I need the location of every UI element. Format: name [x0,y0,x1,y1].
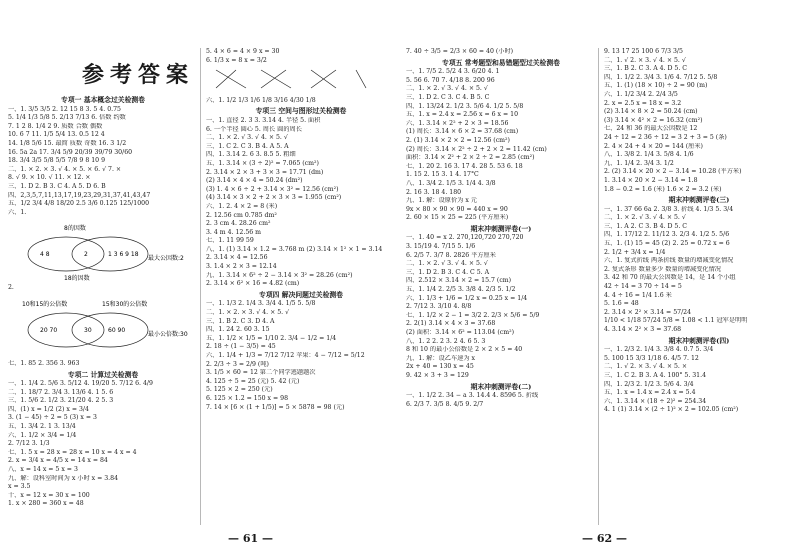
right-page [400,0,800,553]
matching-line [216,70,236,88]
venn2-svg [18,296,188,358]
answer-line: 七、1. 1/2 × 2 − 1 = 3/2 2. 2/3 × 5/6 = 5/9 [406,311,540,319]
answer-line: 三、1. B 2. C 3. A 4. D 5. C [604,65,688,73]
answer-line: 2. 7/12 3. 3/10 4. 8/8 [406,303,472,311]
answer-line: 三、1. D 2. B 3. C 4. C 5. A [406,268,490,276]
answer-line: 9. 13 17 25 100 6 7/3 3/5 [604,48,683,55]
section-heading: 专项一 基本概念过关检测卷 [61,96,145,104]
page-title: 参考答案 [81,62,194,88]
answer-line: 5. 1/4 1/3 5/8 5. 2/13 7/13 6. 倍数 约数 [8,114,126,122]
answer-line: 1.8 − 0.2 = 1.6 (米) 1.6 × 2 = 3.2 (米) [604,185,722,193]
answer-line: 八、1. 3/4 2. 1/5 3. 1/4 4. 3/8 [406,179,496,187]
venn-overlap-value: 2 [84,251,88,259]
matching-line [216,70,246,88]
answer-line: 二、1. × 2. × 3. √ 4. × 5. × 6. √ 7. × [8,165,122,173]
answer-line: 2. 16 3. 18 4. 180 [406,188,462,196]
answer-line: 7. 40 ÷ 3/5 = 2/3 × 60 = 40 (小时) [406,48,514,55]
venn-right-values: 1 3 6 9 18 [108,251,139,259]
answer-line: 3. (1 − 45) ÷ 2 = 5 (3) x = 3 [8,414,97,422]
answer-line: 2. 3.14 × 2² × 3.14 = 57/24 [604,308,692,316]
answer-line: 五、1/2 3/4 4/8 18/20 2.5 3/6 0.125 125/1000 [8,200,150,208]
section-heading: 专项二 计算过关检测卷 [67,370,139,379]
answer-line: 2. 3.14 × 6² × 16 = 4.82 (cm) [206,280,300,288]
answer-line: 3. 42 和 70 的最大公因数是 14，是 14 个小组 [604,274,736,282]
answer-line: 四、1. 24 2. 60 3. 15 [206,326,270,334]
venn-left-values: 4 8 [40,251,50,259]
answer-line: 二、1. 18/7 2. 3/4 3. 13/6 4. 1 5. 6 [8,388,114,396]
answer-line: 5. 125 × 2 = 250 (元) [206,386,273,394]
answer-line: 6. 125 × 1.2 = 150 x = 98 [206,394,289,402]
answer-line: 7. 14 × [6 × (1 + 1/5)] = 5 × 5878 = 98 (元) [206,403,345,411]
answer-line: 6. 2/5 7. 3/7 8. 2826 平方厘米 [406,251,496,259]
answer-line: 2. 复式条形 数量多少 数量的增减变化情况 [604,265,721,273]
matching-lines-diagram [206,67,396,95]
answer-line: 1/10 < 1/18 57/24 5/8 ≈ 1.08 < 1.1 冠军是明明 [604,317,748,325]
answer-line: 五、1. 3.14 × (3 ÷ 2)² = 7.065 (cm²) [206,159,319,167]
answer-line: x = 3.5 [8,483,31,491]
answer-line: 九、解：设科室时间为 x 小时 x = 3.84 [8,474,119,482]
answer-column-1 [8,94,198,509]
answer-line: 16. 5a 2a 17. 3/4 5/9 20/39 39/79 30/60 [8,148,133,156]
venn-label-bottom: 18的因数 [64,275,90,283]
answer-line: 二、1. × 2. √ 3. √ 4. × 5. √ [406,260,488,268]
answer-line: 一、1. 1/2 2. 34 − a 3. 14.4 4. 8596 5. 折线 [406,392,539,400]
answer-line: 2. [8,284,14,292]
answer-line: 一、1. 40 = x 2. 270,120,720 270,720 [406,234,524,242]
answer-line: 二、1. √ 2. × 3. √ 4. × 5. √ [604,56,686,64]
answer-line: 三、1. D 2. C 3. C 4. B 5. C [406,93,490,101]
answer-line: 2. x = 3/4 x = 4/5 x = 14 x = 84 [8,457,108,465]
answer-line: 5. 100 15 3/3 1/18 6. 4/5 7. 12 [604,354,699,362]
answer-line: 四、1. 1/2 2. 3/4 3. 1/6 4. 7/12 5. 5/8 [604,73,718,81]
answer-line: 8 和 10 的最小公倍数是 2 × 2 × 5 = 40 [406,346,523,354]
answer-line: 十、x = 12 x = 30 x = 100 [8,491,90,499]
answer-line: (3) 1. 4 × 6 ÷ 2 + 3.14 × 3² = 12.56 (cm²) [206,185,339,193]
answer-line: 三、1. D 2. B 3. C 4. A 5. D 6. B [8,182,106,190]
answer-line: (2) 面积：3.14 × 6² = 113.04 (cm²) [406,329,514,336]
answer-line: 三、1. B 2. C 3. D 4. A [206,317,275,325]
answer-line: 七、1. 85 2. 356 3. 963 [8,359,80,367]
answer-line: 四、1. 2/3 2. 1/2 3. 5/6 4. 3/4 [604,380,694,388]
answer-line: 八、x = 14 x = 5 x = 3 [8,466,78,474]
answer-line: 4. 3.14 × 2² × 3 = 37.68 [604,326,682,333]
answer-line: 五、1. 1/4 2. 2/5 3. 3/8 4. 2/3 5. 1/2 [406,286,516,294]
answer-line: (3) 3.14 × 4² × 2 = 16.32 (cm²) [604,116,703,124]
answer-line: (2) 3.14 × 4 × 4 = 50.24 (dm²) [206,177,303,185]
venn-label-top-left: 10和15的公倍数 [22,300,68,308]
answer-line: 二、1. × 2. √ 3. √ 4. × 5. √ [604,214,686,222]
answer-line: (1) 周长：3.14 × 6 × 2 = 37.68 (cm) [406,128,519,136]
answer-line: 七、24 和 36 的最大公因数是 12 [604,125,698,133]
venn1-svg [18,220,188,282]
answer-line: 2. 1/2 + 3/4 x = 1/4 [604,248,666,256]
answer-line: 42 ÷ 14 = 3 70 ÷ 14 = 5 [604,283,682,291]
answer-line: 四、1. 3.14 2. 6 3. 8.5 5. 粗细 [206,151,296,159]
page-number-right: — 62 — [582,532,627,545]
answer-line: 2. (1) 3.14 × 2 × 2 = 12.56 (cm²) [406,136,510,144]
section-heading: 专项四 解决问题过关检测卷 [259,290,343,299]
answer-line: 九、1. 解：设乙车速为 x [406,354,476,362]
column-divider [598,48,599,525]
answer-line: 9. 42 × 3 + 3 = 129 [406,371,469,379]
answer-line: 一、1. 3/5 3/5 2. 12 15 8 3. 5 4. 0.75 [8,105,121,113]
answer-line: 8. √ 9. × 10. √ 11. × 12. × [8,174,91,182]
answer-line: 六、1. 1/2 1/3 1/6 1/8 3/16 4/30 1/8 [206,96,316,104]
section-heading: 专项五 常考题型和易错题型过关检测卷 [442,58,560,67]
answer-line: 2. 7/12 3. 1/3 [8,440,50,448]
answer-line: 九、1. 1/4 2. 3/4 3. 1/2 [604,159,674,167]
answer-line: 7. 1 2 8. 1/4 2 9. 质数 合数 偶数 [8,122,103,130]
answer-column-3 [406,48,596,409]
venn1-diagram [18,220,198,282]
answer-line: 3. 1/5 × 60 = 12 第二个同学逃题题次 [206,369,316,377]
answer-line: 五、1. x = 2.4 x = 2.56 x = 6 x = 10 [406,111,519,119]
answer-line: 二、1. × 2. √ 3. √ 4. × 5. √ [406,85,488,93]
answer-line: 二、1. × 2. √ 3. √ 4. × 5. √ [206,134,288,142]
answer-line: 1. 15 2. 15 3. 1 4. 17°C [406,171,479,179]
answer-line: 14. 1/8 5/6 15. 最简 质数 奇数 16. 3 1/2 [8,139,127,147]
venn-right-values: 60 90 [108,326,126,334]
answer-line: 2. (2) 3.14 × 20 × 2 − 3.14 = 10.28 (平方米) [604,168,742,176]
answer-line: (2) 周长：3.14 × 2² ÷ 2 + 2 × 2 = 11.42 (cm) [406,145,547,153]
answer-line: 6. 2/3 7. 3/5 8. 4/5 9. 2/7 [406,400,484,408]
answer-line: 4. 4 ÷ 16 = 1/4 1.6 米 [604,291,672,299]
answer-line: 三、1. C 2. C 3. B 4. A 5. A [206,142,289,150]
answer-line: 五、1. (1) (18 × 10) ÷ 2 = 90 (m) [604,82,708,90]
answer-column-2 [206,48,396,412]
venn-label-top: 8的因数 [64,225,86,233]
answer-line: 6. 一个半径 圆心 5. 周长 圆的周长 [206,125,302,133]
answer-line: 9x × 80 × 90 × 90 = 440 x = 90 [406,205,508,213]
answer-line: 2x + 40 = 130 x = 45 [406,363,474,371]
answer-line: 六、1. 3.14 × (18 ÷ 2)² = 254.34 [604,397,707,405]
venn-note: 最小公倍数:30 [148,330,188,338]
answer-line: 一、1. 直径 2. 3 3. 3.14 4. 半径 5. 面积 [206,116,321,124]
matching-line [356,70,366,88]
answer-line: 一、1. 2/3 2. 1/4 3. 3/8 4. 0.7 5. 3/4 [604,346,714,354]
answer-line: 2. 60 × 15 × 25 = 225 (平方厘米) [406,214,509,222]
answer-line: 2. x = 2.5 x = 18 x = 3.2 [604,99,682,107]
page-number-left: — 61 — [228,532,273,545]
section-heading: 期末冲刺测评卷(二) [470,382,532,391]
answer-line: 六、1. [8,208,27,216]
answer-line: 四、(1) x = 1/2 (2) x = 3/4 [8,405,89,413]
answer-line: 4. 125 ÷ 5 = 25 (元) 5. 42 (元) [206,377,300,385]
answer-line: 面积：3.14 × 2² + 2 × 2 ÷ 2 = 2.85 (cm²) [406,154,535,162]
answer-line: 六、1. 复式折线 两条折线 数量的增减变化情况 [604,257,734,265]
answer-line: 10. 6 7 11. 1/5 5/4 13. 0.5 12 4 [8,131,105,139]
answer-line: 二、1. √ 2. × 3. √ 4. × 5. × [604,363,688,371]
answer-line: 九、1. 3.14 × 6² ÷ 2 − 3.14 × 3² = 28.26 (cm²) [206,271,353,279]
answer-line: 3. 4 m 4. 12.56 m [206,228,262,236]
answer-line: 2. 3.14 × 4 = 12.56 [206,254,268,262]
answer-line: 八、1. 3/8 2. 1/4 3. 5/8 4. 1/6 [604,151,694,159]
answer-line: 3. 1.4 × 2 × 3 = 12.14 [206,263,277,271]
answer-line: 二、1. × 2. × 3. √ 4. × 5. √ [206,309,290,317]
answer-line: 六、1. 2. 4 × 2 = 8 (米) [206,202,278,210]
answer-line: 18. 3/4 3/5 5/8 5/5 7/8 9 8 10 9 [8,157,106,165]
section-heading: 专项三 空间与图形过关检测卷 [255,107,347,116]
answer-line: 2. 4 × 24 + 4 × 20 = 144 (厘米) [604,142,703,150]
answer-line: 24 ÷ 12 = 2 36 ÷ 12 = 3 2 + 3 = 5 (条) [604,133,727,141]
answer-line: 五、1. 3/4 2. 1 3. 13/4 [8,423,76,431]
answer-line: 四、1. 17/12 2. 11/12 3. 2/3 4. 1/2 5. 5/6 [604,231,730,239]
answer-line: 五、1. 1/2 × 1/5 = 1/10 2. 3/4 − 1/2 = 1/4 [206,334,337,342]
answer-line: 五、1. (1) 15 = 45 (2) 2. 25 = 0.72 x = 6 [604,240,730,248]
answer-line: 三、1. A 2. C 3. B 4. D 5. C [604,222,688,230]
venn-overlap-value: 30 [84,326,92,334]
answer-line: 1. x × 280 = 360 x = 48 [8,500,84,508]
answer-line: 6. 1/3 x = 8 x = 3/2 [206,56,267,64]
answer-line: 四、1. 13/24 2. 1/2 3. 5/6 4. 1/2 5. 5/8 [406,102,524,110]
answer-line: 1. 3.14 × 20 × 2 − 3.14 = 1.8 [604,176,698,184]
answer-line: 四、2,3,5,7,11,13,17,19,23,29,31,37,41,43,47 [8,191,151,199]
answer-line: 2. 2(1) 3.14 × 4 × 3 = 37.68 [406,320,496,328]
answer-line: 八、1. (1) 3.14 × 1.2 = 3.768 m (2) 3.14 × 1² × 1 = 3.14 [206,245,383,253]
answer-line: 六、1. 1/3 + 1/6 = 1/2 x = 0.25 x = 1/4 [406,294,528,302]
answer-line: 2. 12.56 cm 0.785 dm² [206,211,277,219]
matching-line [261,70,286,88]
answer-line: 一、1. 37 66 6a 2. 3/8 3. 折线 4. 1/3 5. 3/4 [604,205,734,213]
answer-column-4 [604,48,794,415]
answer-line: (2) 3.14 × 8 × 2 = 50.24 (cm) [604,108,698,116]
venn2-diagram [18,296,198,358]
section-heading: 期末冲刺测评卷(四) [668,336,730,345]
answer-line: 2. 18 ÷ (1 − 3/5) = 45 [206,343,276,351]
section-heading: 期末冲刺测评卷(三) [668,196,730,205]
answer-line: 5. 1.6 = 48 [604,300,639,308]
answer-line: 4. 1 (1) 3.14 × (2 ÷ 1)² × 2 = 102.05 (cm²) [604,406,739,414]
answer-line: 六、1. 1/4 + 1/3 = 7/12 7/12 苹果：4 − 7/12 = 5/12 [206,352,365,359]
answer-line: 3. 15/19 4. 7/15 5. 1/6 [406,243,476,251]
matching-line [261,70,291,88]
answer-line: 5. 56 6. 70 7. 4/18 8. 200 96 [406,76,495,84]
answer-line: 一、1. 7/5 2. 5/2 4 3. 6/20 4. 1 [406,68,500,76]
answer-line: 七、1. 11 99 59 [206,237,254,245]
answer-line: 一、1. 1/3 2. 1/4 3. 3/4 4. 1/5 5. 5/8 [206,300,316,308]
answer-line: 五、1. x = 1.4 x = 2.4 x = 5.4 [604,389,696,397]
answer-line: 四、2.512 × 3.14 × 2 = 15.7 (cm) [406,277,512,285]
column-divider [200,48,201,525]
answer-line: 一、1. 1/4 2. 5/6 3. 5/12 4. 19/20 5. 7/12 6. 4/9 [8,380,153,388]
answer-line: 七、1. 5 x = 28 x = 28 x = 10 x = 4 x = 4 [8,448,137,456]
answer-line: 2. 3 cm 4. 28.26 cm² [206,220,271,228]
answer-line: 九、1. 解：设原价为 x 元 [406,197,477,205]
answer-line: 七、1. 20 2. 16 3. 17 4. 28 5. 53 6. 18 [406,162,523,170]
venn-note: 最大公因数:2 [148,255,184,263]
venn-label-top-right: 15和30的公倍数 [102,300,148,308]
section-heading: 期末冲刺测评卷(一) [470,224,532,233]
answer-line: 2. 3.14 × 2 × 3 + 3 × 3 = 17.71 (dm) [206,168,324,176]
answer-line: 三、1. 5/6 2. 1/2 3. 21/20 4. 2 5. 3 [8,397,114,405]
answer-line: 三、1. C 2. B 3. A 4. 100° 5. 31.4 [604,371,707,379]
answer-line: (4) 3.14 × 3 × 2 + 2 × 3 × 3 = 1.955 (cm²) [206,194,342,202]
answer-line: 六、1. 1/2 × 3/4 = 1/4 [8,431,77,439]
answer-line: 六、1. 1/2 3/4 2. 2/4 3/5 [604,90,678,98]
venn-left-values: 20 70 [40,326,58,334]
answer-line: 六、1. 3.14 × 2² + 2 × 3 = 18.56 [406,119,509,127]
answer-line: 2. 2/3 ÷ 3 = 2/9 (吨) [206,360,269,368]
answer-line: 5. 4 × 6 = 4 × 9 x = 30 [206,48,280,55]
answer-line: 八、1. 2 2. 2 3. 2 4. 6 5. 3 [406,337,486,345]
